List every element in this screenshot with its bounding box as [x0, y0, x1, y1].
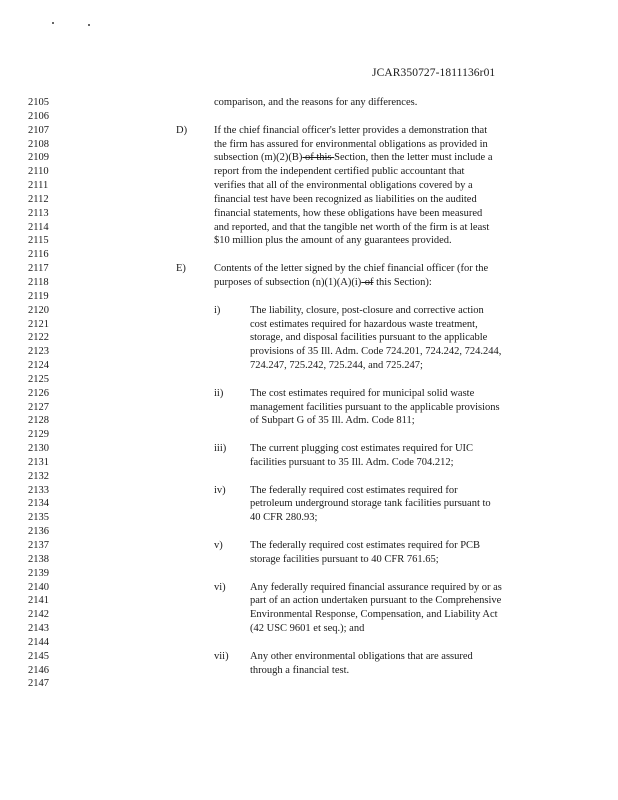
line-number: 2119 — [28, 290, 49, 302]
subitem-text: 724.247, 725.242, 725.244, and 725.247; — [250, 360, 423, 372]
text-line — [0, 664, 618, 678]
subitem-text: storage facilities pursuant to 40 CFR 761.65; — [250, 553, 439, 565]
line-number: 2127 — [28, 401, 49, 413]
line-number: 2134 — [28, 498, 49, 510]
line-number: 2126 — [28, 387, 49, 399]
line-number: 2106 — [28, 110, 49, 122]
line-number: 2137 — [28, 540, 49, 551]
line-number: 2122 — [28, 332, 49, 344]
text-line — [0, 553, 618, 567]
text-line — [0, 511, 618, 525]
text-line — [0, 401, 618, 415]
line-number: 2111 — [28, 180, 49, 192]
text-line — [0, 484, 618, 498]
line-number: 2132 — [28, 470, 49, 482]
subitem-text: The federally required cost estimates required for — [250, 484, 458, 496]
line-number: 2131 — [28, 456, 49, 468]
subitem-text: (42 USC 9601 et seq.); and — [250, 623, 365, 635]
subitem-label: ii) — [214, 387, 224, 399]
text-line — [0, 359, 618, 373]
text-line — [0, 581, 618, 595]
line-number: 2143 — [28, 623, 49, 635]
text-line — [0, 594, 618, 608]
subitem-text: Any federally required financial assurance required by or as — [250, 581, 502, 593]
text-line — [0, 96, 618, 110]
subitem-list — [0, 304, 618, 692]
text-line: E) Contents of the letter signed by the chief financial officer (for the — [176, 263, 489, 275]
line-number: 2136 — [28, 526, 49, 538]
subitem-text: Environmental Response, Compensation, and Liability Act — [250, 609, 498, 621]
subitem-text: The current plugging cost estimates required for UIC — [250, 443, 474, 455]
line-number: 2123 — [28, 346, 49, 358]
text-line — [0, 331, 618, 345]
line-number: 2112 — [28, 193, 49, 205]
text-line — [0, 497, 618, 511]
line-number: 2117 — [28, 263, 49, 275]
line-number: 2139 — [28, 567, 49, 579]
line-number: 2124 — [28, 360, 49, 372]
subitem-text: part of an action undertaken pursuant to the Comprehensive — [250, 595, 502, 607]
subitem-text: The liability, closure, post-closure and corrective action — [250, 304, 484, 316]
struck-text: of this — [302, 152, 335, 164]
text-line — [0, 650, 618, 664]
line-number: 2135 — [28, 512, 49, 524]
subitem-text: petroleum underground storage tank facilities pursuant to — [250, 498, 491, 510]
line-number: 2142 — [28, 609, 49, 621]
subitem-text: storage, and disposal facilities pursuant to the applicable — [250, 332, 488, 344]
line-number: 2125 — [28, 373, 49, 385]
text-line — [0, 442, 618, 456]
subitem-label: iv) — [214, 484, 226, 496]
subitem-text: provisions of 35 Ill. Adm. Code 724.201, 724.242, 724.244, — [250, 346, 502, 358]
text-line: D) If the chief financial officer's letter provides a demonstration that — [176, 124, 488, 136]
line-number: 2130 — [28, 443, 49, 455]
text-line — [0, 387, 618, 401]
subitem-text: through a financial test. — [250, 664, 350, 676]
intro-continuation: comparison, and the reasons for any differences. — [214, 97, 418, 108]
line-number: 2118 — [28, 276, 49, 288]
subitem-text: management facilities pursuant to the applicable provisions — [250, 401, 500, 413]
line-number: 2113 — [28, 207, 49, 219]
subitem-text: 40 CFR 280.93; — [250, 512, 318, 524]
line-number: 2121 — [28, 318, 49, 330]
line-number: 2115 — [28, 235, 49, 247]
line-number: 2105 — [28, 97, 49, 108]
subitem-label: iii) — [214, 443, 227, 455]
line-number: 2107 — [28, 124, 49, 136]
line-number: 2138 — [28, 553, 49, 565]
subitem-label: vii) — [214, 650, 229, 662]
line-number: 2133 — [28, 484, 49, 496]
subitem-text: cost estimates required for hazardous waste treatment, — [250, 318, 478, 330]
text-line — [0, 456, 618, 470]
item-e-label: E) — [176, 263, 186, 275]
line-number: 2140 — [28, 581, 49, 593]
line-number: 2109 — [28, 152, 49, 164]
subitem-label: v) — [214, 540, 223, 551]
line-number: 2147 — [28, 678, 49, 690]
line-number: 2141 — [28, 595, 49, 607]
subitem-text: The federally required cost estimates required for PCB — [250, 540, 481, 551]
text-line — [0, 539, 618, 553]
subitem-text: Any other environmental obligations that are assured — [250, 650, 473, 662]
text-line — [0, 608, 618, 622]
line-number: 2128 — [28, 415, 49, 427]
line-number: 2120 — [28, 304, 49, 316]
line-number: 2146 — [28, 664, 49, 676]
line-number: 2144 — [28, 636, 49, 648]
text-line — [0, 345, 618, 359]
struck-text: -of — [361, 276, 374, 288]
subitem-label: i) — [214, 304, 221, 316]
line-number: 2116 — [28, 249, 49, 261]
text-line — [0, 304, 618, 318]
text-line — [0, 318, 618, 332]
line-number: 2145 — [28, 650, 49, 662]
scan-speck — [52, 22, 54, 24]
text-line — [0, 622, 618, 636]
line-number: 2114 — [28, 221, 49, 233]
document-body: comparison, and the reasons for any differences. D) If the chief financial officer's letter provides a demonstration that the firm has assured for environmental obligations as provided in subsection (m)(2)(B) of this Section, then the letter must include a report from the independent certified public accountant that verifies that all of the environmental obligations covered by a financial test have been recognized as liabilities on the audited financial statements, how these obligations have been measured and reported, and that the tangible net worth of the firm is at least $10 million plus the amount of any guarantees provided. E) Contents of the letter signed by the chief financial officer (for the purposes of subsection (n)(1)(A)(i)-of this Section): i) The liability, closure, post-closure and corrective action cost estimates required for hazardous waste treatment, storage, and disposal facilities pursuant to the applicable provisions of 35 Ill. Adm. Code 724.201, 724.242, 724.244, 724.247, 725.242, 725.244, and 725.247; ii) The cost estimates required for municipal solid waste management facilities pursuant to the applicable provisions of Subpart G of 35 Ill. Adm. Code 811; iii) The current plugging cost estimates required for UIC facilities pursuant to 35 Ill. Adm. Code 704.212; iv) The federally required cost estimates required for petroleum underground storage tank facilities pursuant to 40 CFR 280.93; v) The federally required cost estimates required for PCB storage facilities pursuant to 40 CFR 761.65; vi) Any federally required financial assurance required by or as part of an action undertaken pursuant to the Comprehensive Environmental Response, Compensation, and Liability Act (42 USC 9601 et seq.); and vii) Any other environmental obligations that are assured through a financial test. — [0, 96, 618, 691]
scan-speck — [88, 24, 90, 26]
line-number: 2108 — [28, 138, 49, 150]
subitem-label: vi) — [214, 581, 226, 593]
text-line — [0, 414, 618, 428]
item-d-label: D) — [176, 124, 188, 136]
document-id: JCAR350727-1811136r01 — [372, 67, 496, 79]
subitem-text: The cost estimates required for municipal solid waste — [250, 387, 475, 399]
subitem-text: of Subpart G of 35 Ill. Adm. Code 811; — [250, 415, 415, 427]
line-number: 2110 — [28, 166, 49, 178]
line-number: 2129 — [28, 429, 49, 441]
subitem-text: facilities pursuant to 35 Ill. Adm. Code 704.212; — [250, 456, 454, 468]
